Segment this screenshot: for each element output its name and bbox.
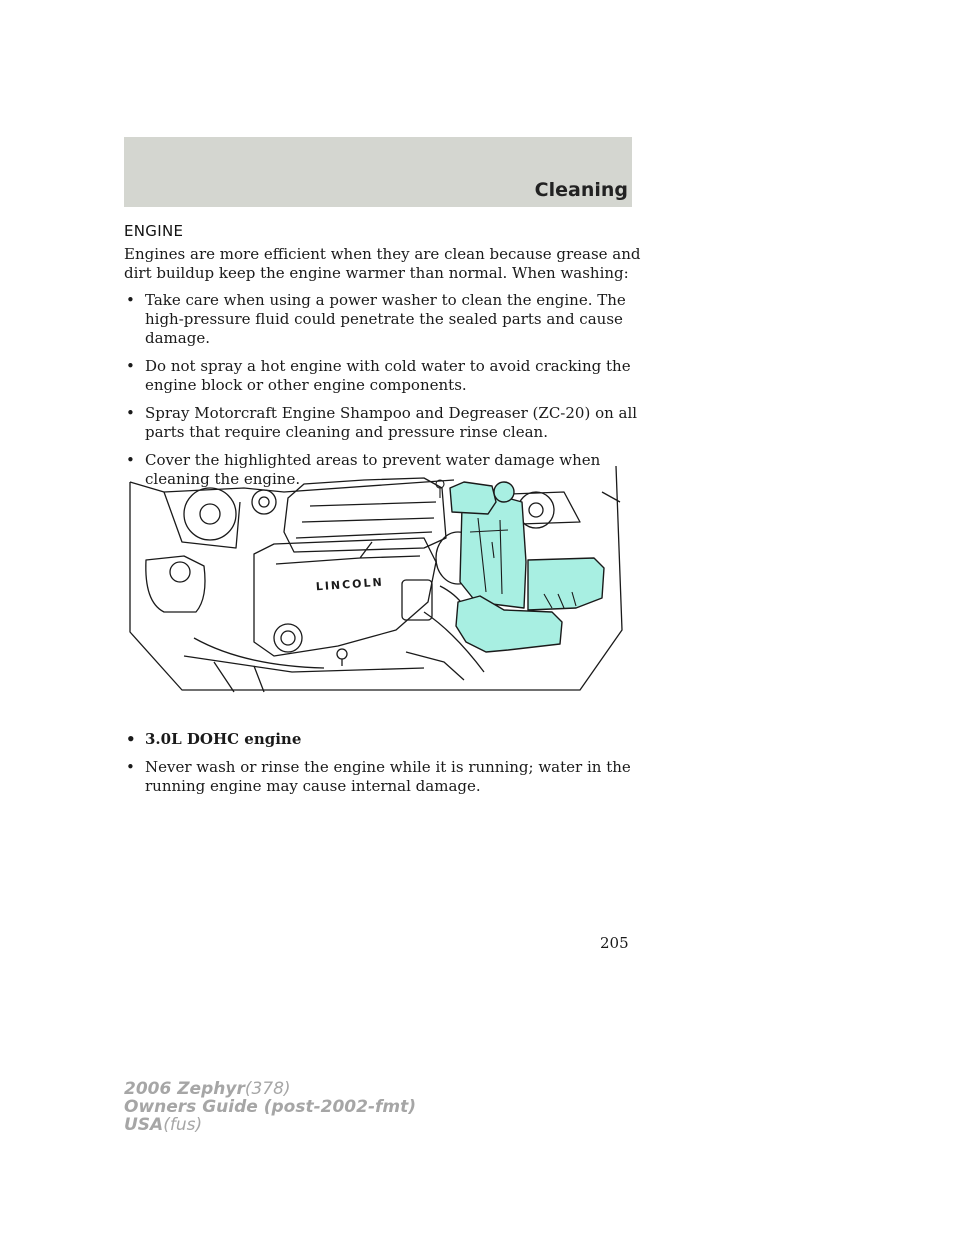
- footer-market-code: (fus): [163, 1115, 203, 1135]
- footer-market: USA: [124, 1115, 164, 1135]
- chapter-header-band: [124, 137, 632, 207]
- highlight-reservoir-top: [494, 482, 514, 502]
- highlight-reservoir-cap: [450, 482, 496, 514]
- left-strut-tower: [184, 488, 236, 540]
- section-heading: ENGINE: [124, 222, 184, 240]
- page-number: 205: [600, 934, 629, 952]
- footer-line-3: [124, 1116, 416, 1134]
- front-piping: [184, 638, 464, 680]
- bullet-text: Cover the highlighted areas to prevent water damage when cleaning the engine.: [145, 451, 601, 488]
- footer-line-2: [124, 1098, 416, 1116]
- bullet-text: Take care when using a power washer to clean the engine. The high-pressure fluid could penetrate the sealed parts and cause damage.: [145, 291, 626, 347]
- engine-notes-list: [124, 730, 644, 805]
- bullet-icon: •: [126, 451, 135, 469]
- footer-model: 2006 Zephyr: [124, 1079, 245, 1099]
- list-item: [124, 758, 644, 796]
- highlight-fuse-box: [528, 558, 604, 610]
- bullet-text: Do not spray a hot engine with cold water to avoid cracking the engine block or other engine components.: [145, 357, 631, 394]
- figure-caption: 3.0L DOHC engine: [145, 730, 302, 748]
- bullet-icon: •: [126, 404, 135, 422]
- list-item: [124, 291, 644, 348]
- dipstick-handle: [337, 649, 347, 659]
- document-footer: [124, 1080, 416, 1134]
- engine-cover-logo: LINCOLN: [315, 575, 385, 594]
- footer-line-1: [124, 1080, 416, 1098]
- engine-compartment-illustration: [124, 462, 632, 702]
- bullet-icon: •: [126, 291, 135, 309]
- bullet-icon: •: [126, 357, 135, 375]
- coolant-reservoir: [146, 556, 205, 612]
- running-engine-warning: Never wash or rinse the engine while it is running; water in the running engine may cause internal damage.: [145, 758, 631, 795]
- footer-model-code: (378): [244, 1079, 291, 1099]
- bullet-icon: •: [126, 758, 135, 776]
- intro-paragraph: Engines are more efficient when they are clean because grease and dirt buildup keep the engine warmer than normal. When washing:: [124, 245, 641, 282]
- brake-fluid-cap: [252, 490, 276, 514]
- bullet-icon: •: [126, 730, 136, 748]
- chapter-title: Cleaning: [534, 179, 628, 201]
- list-item: [124, 730, 644, 749]
- list-item: [124, 404, 644, 442]
- bullet-text: Spray Motorcraft Engine Shampoo and Degreaser (ZC-20) on all parts that require cleaning and pressure rinse clean.: [145, 404, 638, 441]
- oil-filler-cap: [274, 624, 302, 652]
- list-item: [124, 357, 644, 395]
- footer-guide: Owners Guide (post-2002-fmt): [124, 1097, 417, 1117]
